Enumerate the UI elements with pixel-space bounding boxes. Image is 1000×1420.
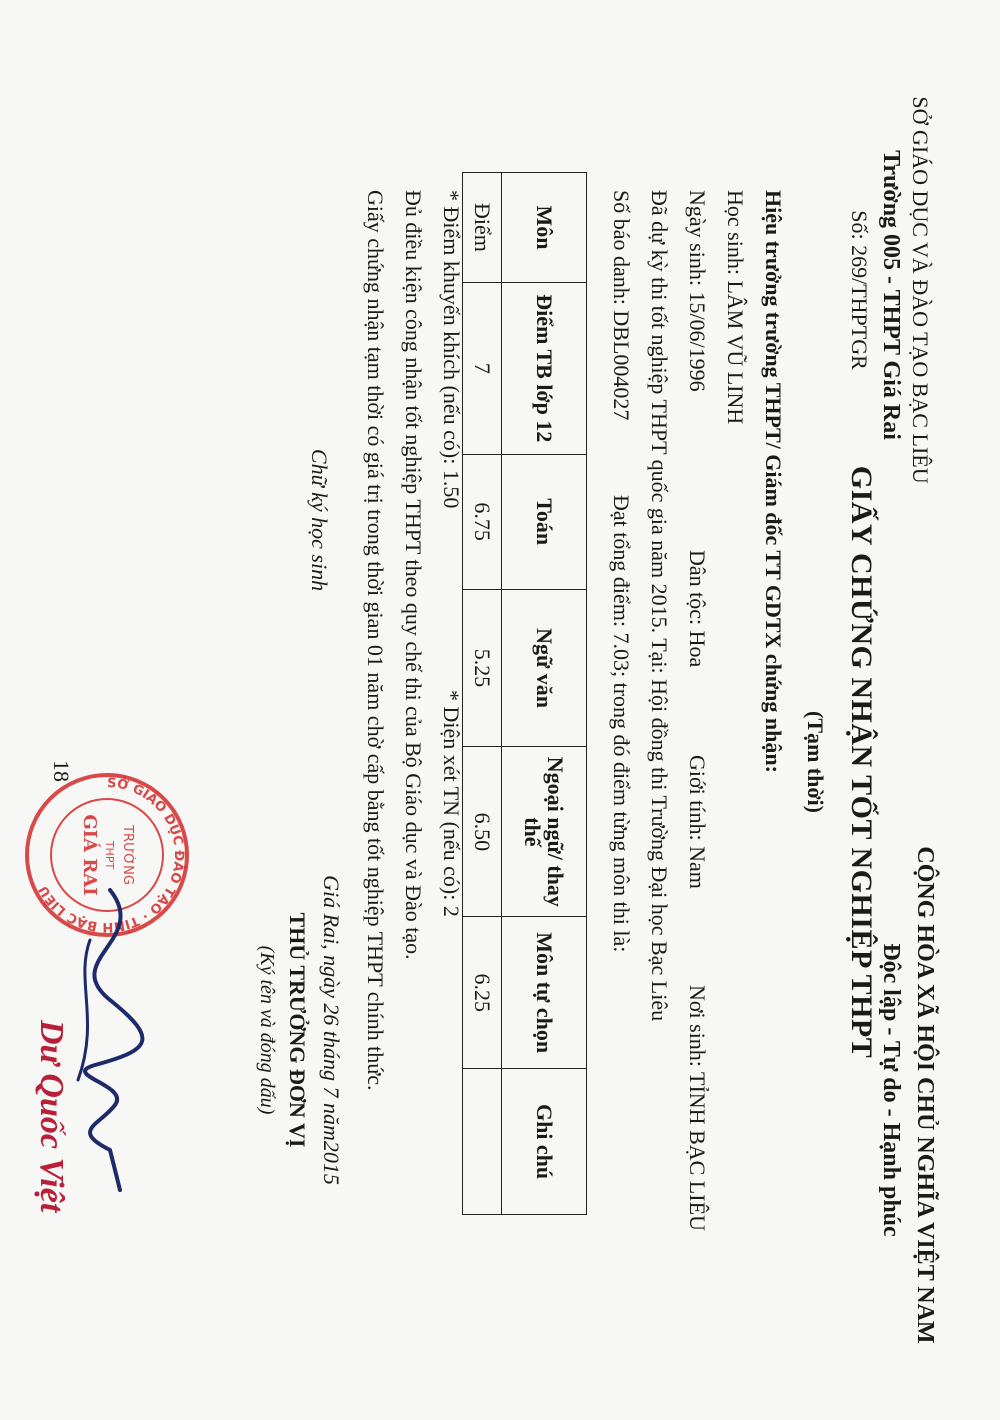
seal-inner-line3: GIÁ RAI	[79, 814, 100, 896]
table-header-cell: Toán	[502, 454, 587, 589]
seal-outer-text: SỞ GIÁO DỤC ĐÀO TẠO · TỈNH BẠC LIÊU	[36, 775, 187, 935]
table-cell	[463, 1069, 502, 1215]
seal-inner-line1: TRƯỜNG	[120, 825, 135, 885]
certifier-intro: Hiệu trưởng trường THPT/ Giám đốc TT GDTX chứng nhận:	[761, 190, 786, 773]
table-cell: 5.25	[463, 589, 502, 747]
table-header-cell: Ghi chú	[502, 1069, 587, 1215]
student-name: Học sinh: LÂM VŨ LINH	[723, 190, 748, 425]
table-row	[463, 173, 502, 1215]
document-number: Số: 269/THPTGR	[847, 210, 872, 370]
agency-name: SỞ GIÁO DỤC VÀ ĐÀO TẠO BẠC LIÊU	[908, 96, 933, 484]
place-of-birth: Nơi sinh: TỈNH BẠC LIÊU	[685, 985, 710, 1231]
table-cell: Điểm	[463, 173, 502, 283]
validity-statement: Giấy chứng nhận tạm thời có giá trị trong thời gian 01 năm chờ cấp bằng tốt nghiệp THPT chính thức.	[363, 190, 388, 1091]
date-of-birth: Ngày sinh: 15/06/1996	[685, 190, 710, 392]
table-cell: 6.25	[463, 917, 502, 1069]
certificate-subtitle: (Tạm thời)	[803, 710, 828, 814]
priority-category: * Diện xét TN (nếu có): 2	[439, 690, 464, 917]
nation-title: CỘNG HÒA XÃ HỘI CHỦ NGHĨA VIỆT NAM	[912, 846, 938, 1344]
table-header-cell: Ngoại ngữ/ thay thế	[502, 747, 587, 917]
candidate-number: Số báo danh: DBL004027	[609, 190, 634, 421]
signer-role: THỦ TRƯỞNG ĐƠN VỊ	[285, 912, 310, 1148]
student-signature-label: Chữ ký học sinh	[307, 448, 332, 592]
table-cell: 7	[463, 282, 502, 454]
school-name: Trường 005 - THPT Giá Rai	[878, 150, 904, 440]
table-header-cell: Ngữ văn	[502, 589, 587, 747]
qualification-statement: Đủ điều kiện công nhận tốt nghiệp THPT theo quy chế thi của Bộ Giáo dục và Đào tạo.	[401, 190, 426, 960]
table-cell: 6.50	[463, 747, 502, 917]
total-score: Đạt tổng điểm: 7.03; trong đó điểm từng môn thi là:	[609, 495, 634, 953]
page-number: 18	[49, 760, 74, 782]
bonus-points: * Điểm khuyến khích (nếu có): 1.50	[439, 190, 464, 509]
table-header-cell: Môn	[502, 173, 587, 283]
table-header-row	[502, 173, 587, 1215]
ethnicity: Dân tộc: Hoa	[685, 550, 710, 668]
table-header-cell: Môn tự chọn	[502, 917, 587, 1069]
sign-instruction: (Ký tên và đóng dấu)	[256, 945, 278, 1115]
scores-table	[462, 172, 587, 1215]
exam-info: Đã dự kỳ thi tốt nghiệp THPT quốc gia năm 2015. Tại: Hội đồng thi Trường Đại học Bạc Liêu	[647, 190, 672, 1022]
certificate-title: GIẤY CHỨNG NHẬN TỐT NGHIỆP THPT	[845, 465, 878, 1059]
signer-name: Dư Quốc Việt	[33, 1020, 70, 1213]
motto: Độc lập - Tự do - Hạnh phúc	[878, 943, 904, 1237]
table-cell: 6.75	[463, 454, 502, 589]
gender: Giới tính: Nam	[685, 755, 710, 889]
seal-inner-line2: THPT	[103, 840, 116, 870]
table-header-cell: Điểm TB lớp 12	[502, 282, 587, 454]
signing-date: Giá Rai, ngày 26 tháng 7 năm2015	[319, 875, 344, 1185]
